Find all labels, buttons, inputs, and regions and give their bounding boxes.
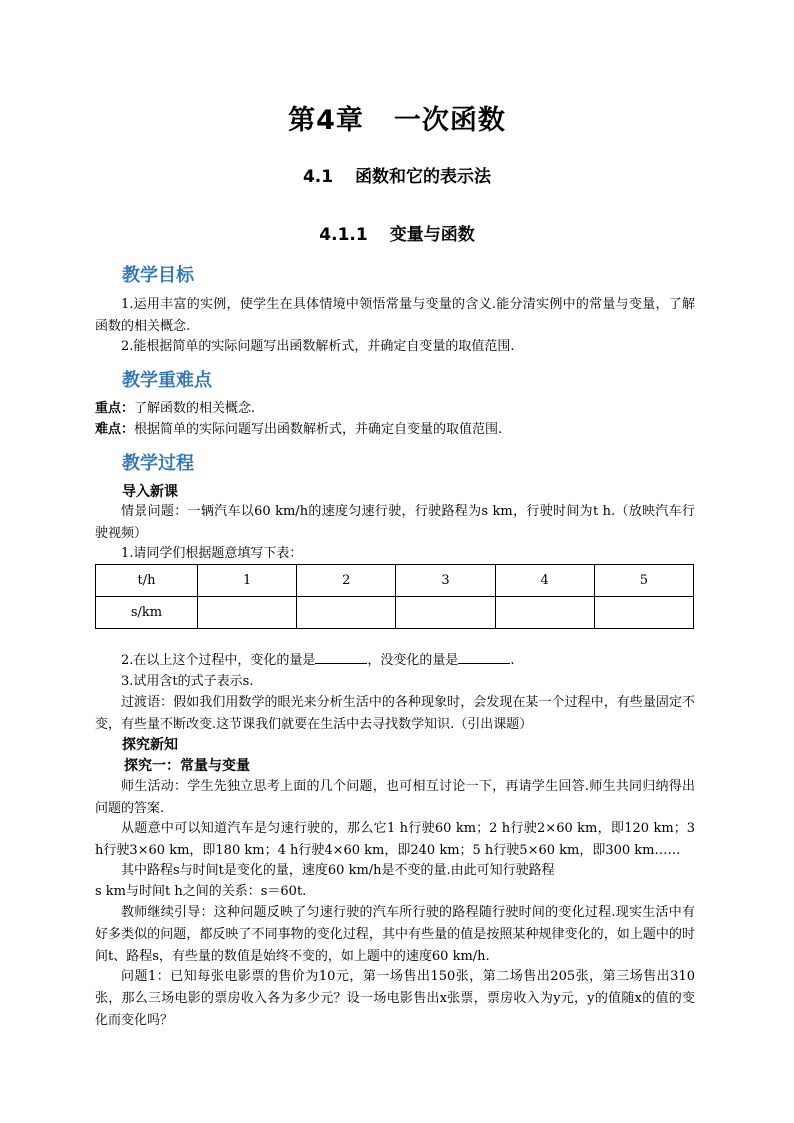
subsection-title: [0, 220, 794, 245]
explore-1-title: 探究一：常量与变量: [124, 758, 250, 774]
question-2-part-c: .: [510, 653, 515, 668]
time-distance-table: [95, 564, 694, 629]
difficult-point-label: 难点：: [95, 422, 135, 437]
table-cell: [594, 597, 693, 629]
guide-text: 教师继续引导：这种问题反映了匀速行驶的汽车所行驶的路程随行驶时间的变化过程.现实生活中有好多类似的问题，都反映了不同事物的变化过程，其中有些量的值是按照某种规律变化的，如上题中的时间t、路程s，有些量的数值是始终不变的，如上题中的速度60 km/h.: [95, 905, 695, 964]
table-cell: 5: [594, 565, 693, 597]
key-point-label: 重点：: [95, 401, 135, 416]
question-2: [95, 650, 695, 672]
activity-text: 师生活动：学生先独立思考上面的几个问题，也可相互讨论一下，再请学生回答.师生共同归纳得出问题的答案.: [95, 779, 695, 816]
transition-text: 过渡语：假如我们用数学的眼光来分析生活中的各种现象时，会发现在某一个过程中，有些量固定不变，有些量不断改变.这节课我们就要在生活中去寻找数学知识.（引出课题）: [95, 695, 695, 732]
question-1: 1.请同学们根据题意填写下表：: [121, 546, 303, 561]
analysis-text: 从题意中可以知道汽车是匀速行驶的，那么它1 h行驶60 km；2 h行驶2×60 km，即120 km；3 h行驶3×60 km，即180 km；4 h行驶4×60 km，即240 km；5 h行驶5×60 km，即300 km……: [95, 821, 695, 858]
subsection-name: 变量与函数: [389, 225, 475, 245]
goals-heading: 教学目标: [122, 265, 194, 286]
relation-text-b: s km与时间t h之间的关系：s＝60t.: [95, 884, 307, 899]
chapter-title: [0, 98, 794, 137]
process-heading: 教学过程: [122, 453, 194, 474]
section-title: [0, 162, 794, 187]
key-point-text: 了解函数的相关概念.: [134, 401, 256, 416]
subsection-number: 4.1.1: [319, 225, 368, 245]
problem-1-text: 问题1：已知每张电影票的售价为10元，第一场售出150张，第二场售出205张，第三场售出310张，那么三场电影的票房收入各为多少元？设一场电影售出x张票，票房收入为y元，y的值随x的值的变化而变化吗？: [95, 969, 695, 1028]
key-point: [95, 398, 695, 420]
question-3: 3.试用含t的式子表示s.: [121, 674, 254, 689]
scenario-text: 情景问题：一辆汽车以60 km/h的速度匀速行驶，行驶路程为s km，行驶时间为t h.（放映汽车行驶视频）: [95, 504, 695, 541]
relation-text-a: 其中路程s与时间t是变化的量，速度60 km/h是不变的量.由此可知行驶路程: [121, 863, 555, 878]
table-row-label-s: s/km: [96, 597, 198, 629]
table-cell: [297, 597, 396, 629]
chapter-number: 第4章: [288, 105, 364, 136]
explore-title: 探究新知: [122, 737, 178, 753]
difficult-point-text: 根据简单的实际问题写出函数解析式，并确定自变量的取值范围.: [134, 422, 503, 437]
table-row-label-t: t/h: [96, 565, 198, 597]
goal-item-2: 2.能根据简单的实际问题写出函数解析式，并确定自变量的取值范围.: [121, 339, 515, 354]
table-cell: 3: [396, 565, 495, 597]
section-name: 函数和它的表示法: [355, 167, 492, 187]
intro-title: 导入新课: [122, 484, 178, 500]
chapter-name: 一次函数: [393, 105, 506, 136]
table-cell: [198, 597, 297, 629]
table-cell: 1: [198, 565, 297, 597]
section-number: 4.1: [302, 167, 334, 187]
answer-blank[interactable]: [315, 650, 367, 664]
table-row: [96, 565, 694, 597]
table-cell: [396, 597, 495, 629]
question-2-part-a: 2.在以上这个过程中，变化的量是: [121, 653, 316, 668]
table-cell: 4: [495, 565, 594, 597]
table-row: [96, 597, 694, 629]
difficult-point: [95, 419, 695, 441]
question-2-part-b: ，没变化的量是: [367, 653, 459, 668]
answer-blank[interactable]: [458, 650, 510, 664]
goal-item-1: 1.运用丰富的实例，使学生在具体情境中领悟常量与变量的含义.能分清实例中的常量与变量，了解函数的相关概念.: [95, 297, 695, 334]
table-cell: 2: [297, 565, 396, 597]
table-cell: [495, 597, 594, 629]
keypoints-heading: 教学重难点: [122, 370, 212, 391]
